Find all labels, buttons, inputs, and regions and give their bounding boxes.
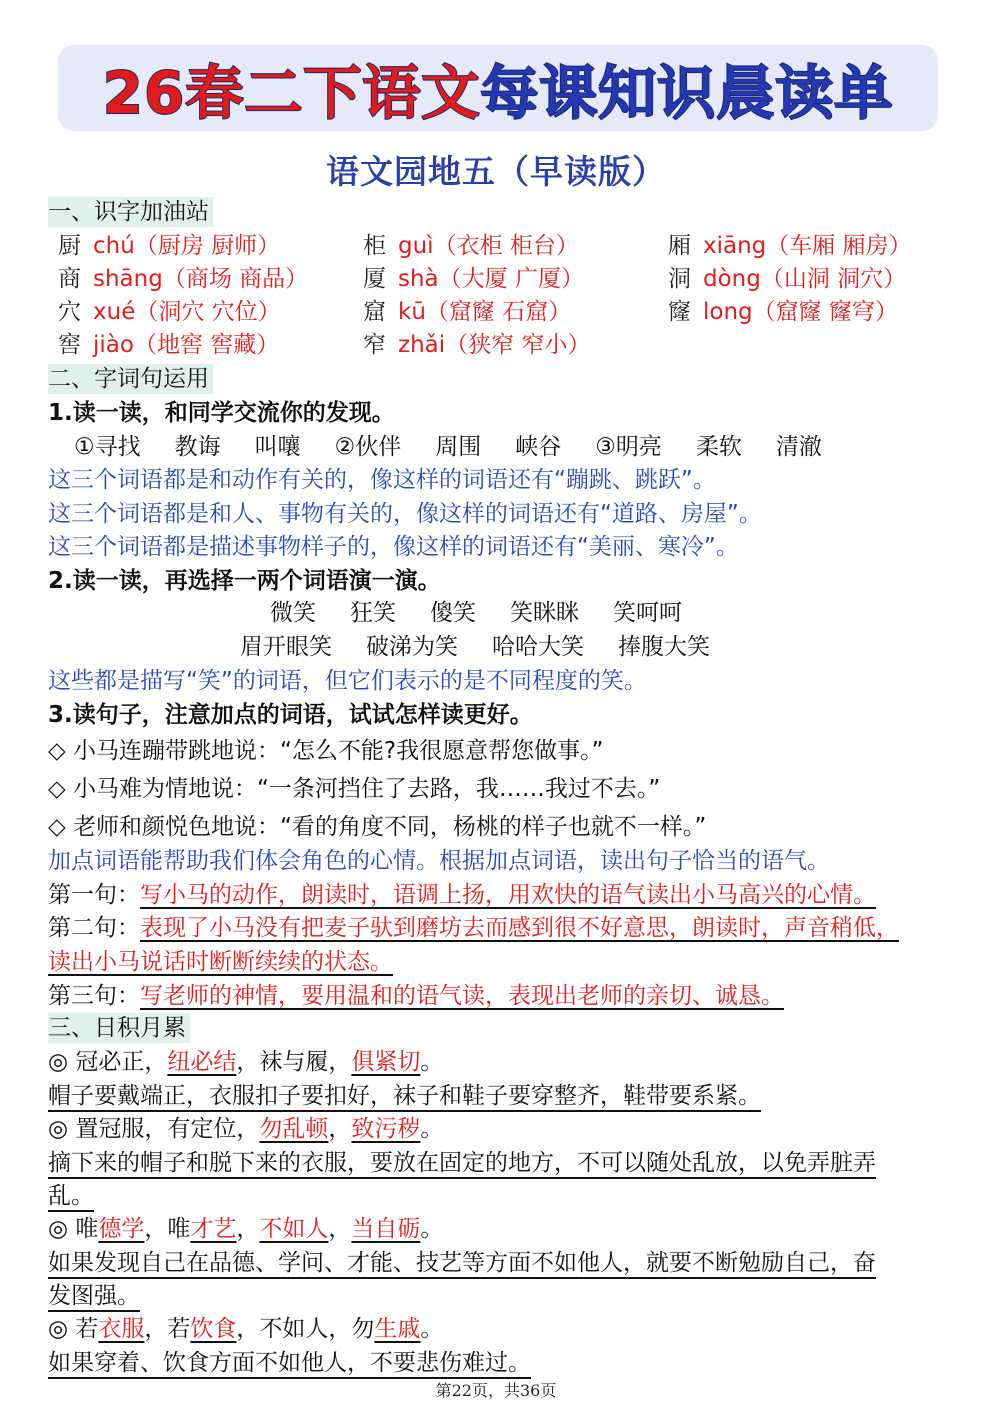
char-item: 窄 zhǎi（狭窄 窄小）	[363, 332, 591, 358]
char-item: 商 shāng（商场 商品）	[58, 266, 309, 292]
q3-answer2-cont	[48, 947, 393, 977]
answer-text: 表现了小马没有把麦子驮到磨坊去而感到很不好意思，朗读时，声音稍低，	[140, 915, 899, 941]
section2-heading: 二、字词句运用	[48, 364, 213, 394]
word: 周围	[435, 434, 482, 460]
char-item: 窿 long（窟窿 窿穹）	[668, 299, 898, 325]
maxim4: ◎ 若衣服，若饮食，不如人，勿生戚。	[48, 1316, 444, 1342]
maxim3-explanation: 如果发现自己在品德、学问、才能、技艺等方面不如他人，就要不断勉励自己，奋	[48, 1248, 876, 1278]
answer-label: 第一句：	[48, 882, 140, 908]
answer-label: 第二句：	[48, 915, 140, 941]
q1-title: 1.读一读，和同学交流你的发现。	[48, 400, 395, 426]
maxim1-explanation: 帽子要戴端正，衣服扣子要扣好，袜子和鞋子要穿整齐，鞋带要系紧。	[48, 1081, 761, 1111]
section3-heading: 三、日积月累	[48, 1013, 190, 1043]
q1-answer: 这三个词语都是和人、事物有关的，像这样的词语还有“道路、房屋”。	[48, 501, 762, 527]
word: 破涕为笑	[366, 634, 458, 660]
section1-heading: 一、识字加油站	[48, 197, 213, 227]
maxim2: ◎ 置冠服，有定位，勿乱顿，致污秽。	[48, 1116, 444, 1142]
word: 教诲	[174, 434, 221, 460]
char-item: 厦 shà（大厦 广厦）	[363, 266, 584, 292]
q3-answer2	[48, 913, 899, 943]
q2-word-row2	[240, 632, 710, 662]
maxim2-explanation: 摘下来的帽子和脱下来的衣服，要放在固定的地方，不可以随处乱放，以免弄脏弄	[48, 1148, 876, 1178]
answer-text: 读出小马说话时断断续续的状态。	[48, 949, 393, 975]
char-item: 窟 kū（窟窿 石窟）	[363, 299, 572, 325]
char-item: 窖 jiào（地窖 窖藏）	[58, 332, 280, 358]
q3-answer1	[48, 880, 876, 910]
word: 叫嚷	[254, 434, 301, 460]
q3-sentence3: ◇ 老师和颜悦色地说：“看的角度不同，杨桃的样子也就不一样。”	[48, 814, 707, 840]
char-item: 洞 dòng（山洞 洞穴）	[668, 266, 907, 292]
q3-title: 3.读句子，注意加点的词语，试试怎样读更好。	[48, 702, 533, 728]
word: 清澈	[775, 434, 822, 460]
maxim3: ◎ 唯德学，唯才艺，不如人，当自砺。	[48, 1216, 444, 1242]
q3-sentence2: ◇ 小马难为情地说：“一条河挡住了去路，我……我过不去。”	[48, 776, 661, 802]
q2-title: 2.读一读，再选择一两个词语演一演。	[48, 568, 441, 594]
word: ②伙伴	[334, 434, 402, 460]
char-item: 柜 guì（衣柜 柜台）	[363, 233, 579, 259]
q3-sentence1: ◇ 小马连蹦带跳地说：“怎么不能?我很愿意帮您做事。”	[48, 738, 604, 764]
banner-title-part1: 26春二下语文	[102, 59, 481, 127]
page-number: 第22页，共36页	[435, 1381, 557, 1400]
answer-label: 第三句：	[48, 983, 140, 1009]
maxim2-explanation-cont: 乱。	[48, 1181, 94, 1211]
word: ①寻找	[74, 434, 141, 460]
banner-title-part2: 每课知识晨读单	[480, 59, 894, 127]
word: 微笑	[270, 600, 316, 626]
maxim4-explanation: 如果穿着、饮食方面不如他人，不要悲伤难过。	[48, 1348, 531, 1378]
q1-word-row	[74, 432, 822, 462]
word: 狂笑	[350, 600, 396, 626]
word: 峡谷	[515, 434, 562, 460]
answer-text: 写老师的神情，要用温和的语气读，表现出老师的亲切、诚恳。	[140, 983, 784, 1009]
char-item: 厢 xiāng（车厢 厢房）	[668, 233, 912, 259]
q3-answer3	[48, 981, 784, 1011]
word: 捧腹大笑	[618, 634, 710, 660]
page-subtitle: 语文园地五（早读版）	[326, 152, 666, 191]
answer-text: 写小马的动作，朗读时，语调上扬，用欢快的语气读出小马高兴的心情。	[140, 882, 876, 908]
q2-word-row1	[270, 598, 682, 628]
word: 笑眯眯	[510, 600, 579, 626]
word: 哈哈大笑	[492, 634, 584, 660]
q3-note: 加点词语能帮助我们体会角色的心情。根据加点词语，读出句子恰当的语气。	[48, 848, 830, 874]
q1-answer: 这三个词语都是和动作有关的，像这样的词语还有“蹦跳、跳跃”。	[48, 467, 716, 493]
q2-answer: 这些都是描写“笑”的词语，但它们表示的是不同程度的笑。	[48, 668, 647, 694]
word: ③明亮	[595, 434, 662, 460]
word: 笑呵呵	[613, 600, 682, 626]
title-banner	[58, 45, 938, 131]
word: 眉开眼笑	[240, 634, 332, 660]
q1-answer: 这三个词语都是描述事物样子的，像这样的词语还有“美丽、寒冷”。	[48, 534, 739, 560]
char-item: 穴 xué（洞穴 穴位）	[58, 299, 281, 325]
word: 傻笑	[430, 600, 476, 626]
banner-title	[103, 46, 894, 130]
word: 柔软	[695, 434, 742, 460]
maxim1: ◎ 冠必正，纽必结，袜与履，俱紧切。	[48, 1049, 444, 1075]
char-item: 厨 chú（厨房 厨师）	[58, 233, 281, 259]
maxim3-explanation-cont: 发图强。	[48, 1281, 140, 1311]
